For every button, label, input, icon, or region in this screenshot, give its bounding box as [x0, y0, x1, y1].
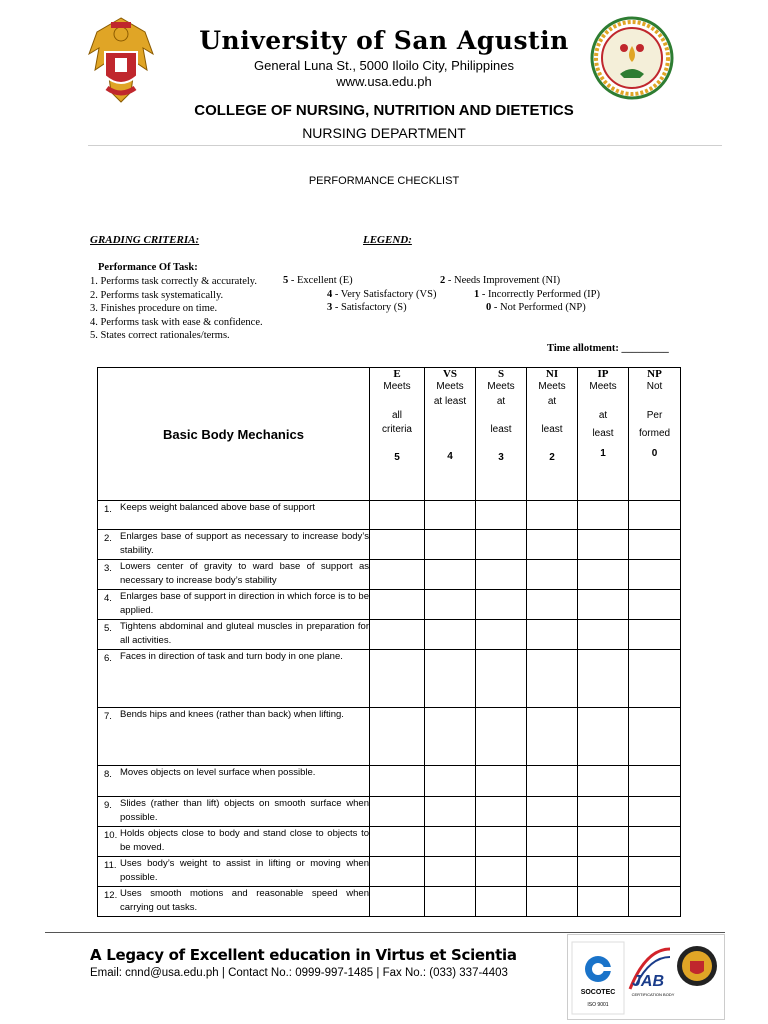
legend-item: 1 - Incorrectly Performed (IP) [474, 289, 600, 300]
task-item: 7. Bends hips and knees (rather than back) when lifting. [98, 708, 370, 766]
score-cell[interactable] [476, 560, 527, 590]
task-item: 5. Tightens abdominal and gluteal muscles in preparation for all activities. [98, 620, 370, 650]
score-cell[interactable] [629, 887, 681, 917]
legend-item: 4 - Very Satisfactory (VS) [327, 289, 437, 300]
performance-of-task-label: Performance Of Task: [98, 262, 198, 273]
score-cell[interactable] [476, 857, 527, 887]
task-item: 8. Moves objects on level surface when possible. [98, 766, 370, 797]
legend-item: 0 - Not Performed (NP) [486, 302, 586, 313]
score-cell[interactable] [629, 827, 681, 857]
score-cell[interactable] [629, 530, 681, 560]
column-header-ni: NI Meets at least 2 [527, 368, 578, 501]
score-cell[interactable] [629, 501, 681, 530]
fax-number: (033) 337-4403 [429, 967, 508, 979]
table-row [98, 650, 681, 708]
score-cell[interactable] [425, 560, 476, 590]
score-cell[interactable] [425, 797, 476, 827]
score-cell[interactable] [476, 650, 527, 708]
score-cell[interactable] [527, 797, 578, 827]
score-cell[interactable] [425, 590, 476, 620]
department-name: NURSING DEPARTMENT [302, 125, 466, 141]
table-row [98, 887, 681, 917]
task-item: 9. Slides (rather than lift) objects on smooth surface when possible. [98, 797, 370, 827]
table-row [98, 620, 681, 650]
score-cell[interactable] [370, 887, 425, 917]
footer-divider [45, 932, 725, 933]
score-cell[interactable] [527, 620, 578, 650]
score-cell[interactable] [370, 797, 425, 827]
score-cell[interactable] [425, 766, 476, 797]
task-item: 6. Faces in direction of task and turn body in one plane. [98, 650, 370, 708]
score-cell[interactable] [370, 560, 425, 590]
task-item: 11. Uses body’s weight to assist in lifting or moving when possible. [98, 857, 370, 887]
score-cell[interactable] [527, 827, 578, 857]
score-cell[interactable] [476, 501, 527, 530]
score-cell[interactable] [476, 620, 527, 650]
score-cell[interactable] [578, 620, 629, 650]
legend-item: 2 - Needs Improvement (NI) [440, 275, 561, 286]
phone-number: 0999-997-1485 [295, 967, 374, 979]
email-link[interactable]: cnnd@usa.edu.ph [125, 967, 219, 979]
score-cell[interactable] [370, 530, 425, 560]
footer-tagline: A Legacy of Excellent education in Virtus et Scientia [90, 946, 517, 964]
socotec-label: SOCOTEC [580, 989, 616, 996]
score-cell[interactable] [425, 530, 476, 560]
table-row [98, 766, 681, 797]
university-name: University of San Agustin [199, 26, 569, 55]
task-item: 10. Holds objects close to body and stand close to objects to be moved. [98, 827, 370, 857]
score-cell[interactable] [527, 590, 578, 620]
score-cell[interactable] [425, 620, 476, 650]
score-cell[interactable] [578, 530, 629, 560]
score-cell[interactable] [527, 887, 578, 917]
score-cell[interactable] [527, 560, 578, 590]
score-cell[interactable] [629, 857, 681, 887]
score-cell[interactable] [578, 887, 629, 917]
score-cell[interactable] [425, 650, 476, 708]
footer-contact: Email: cnnd@usa.edu.ph | Contact No.: 0999-997-1485 | Fax No.: (033) 337-4403 [90, 967, 508, 979]
score-cell[interactable] [578, 650, 629, 708]
criteria-item: 3. Finishes procedure on time. [90, 303, 218, 314]
score-cell[interactable] [578, 766, 629, 797]
criteria-list [90, 275, 290, 343]
criteria-item: 5. States correct rationales/terms. [90, 330, 230, 341]
score-cell[interactable] [578, 590, 629, 620]
task-item: 12. Uses smooth motions and reasonable speed when carrying out tasks. [98, 887, 370, 917]
score-cell[interactable] [476, 797, 527, 827]
score-cell[interactable] [370, 590, 425, 620]
score-cell[interactable] [578, 857, 629, 887]
score-cell[interactable] [425, 708, 476, 766]
document-title: PERFORMANCE CHECKLIST [308, 175, 460, 187]
table-header-row [98, 368, 681, 501]
checklist-table [97, 367, 681, 917]
column-header-e: E Meets all criteria 5 [370, 368, 425, 501]
criteria-item: 4. Performs task with ease & confidence. [90, 316, 263, 328]
table-row [98, 560, 681, 590]
task-item: 4. Enlarges base of support in direction in which force is to be applied. [98, 590, 370, 620]
task-title: Basic Body Mechanics [98, 368, 370, 501]
grading-criteria-label: GRADING CRITERIA: [90, 234, 200, 246]
score-cell[interactable] [578, 797, 629, 827]
score-cell[interactable] [527, 530, 578, 560]
score-cell[interactable] [527, 857, 578, 887]
column-header-s: S Meets at least 3 [476, 368, 527, 501]
score-cell[interactable] [476, 887, 527, 917]
table-row [98, 530, 681, 560]
score-cell[interactable] [370, 827, 425, 857]
score-cell[interactable] [425, 857, 476, 887]
time-allotment: Time allotment: _________ [547, 343, 669, 354]
score-cell[interactable] [370, 620, 425, 650]
certification-logos [567, 934, 725, 1020]
university-website: www.usa.edu.ph [336, 74, 432, 89]
score-cell[interactable] [425, 887, 476, 917]
score-cell[interactable] [629, 797, 681, 827]
header-divider [88, 145, 722, 146]
score-cell[interactable] [527, 708, 578, 766]
jab-label: JAB [632, 973, 665, 990]
score-cell[interactable] [370, 708, 425, 766]
legend-item: 5 - Excellent (E) [283, 275, 353, 286]
score-cell[interactable] [476, 590, 527, 620]
task-item: 3. Lowers center of gravity to ward base of support as necessary to increase body’s stability [98, 560, 370, 590]
legend-label: LEGEND: [363, 234, 412, 246]
score-cell[interactable] [370, 650, 425, 708]
college-name: COLLEGE OF NURSING, NUTRITION AND DIETETICS [194, 102, 574, 119]
table-row [98, 797, 681, 827]
score-cell[interactable] [476, 708, 527, 766]
score-cell[interactable] [527, 650, 578, 708]
table-row [98, 590, 681, 620]
jab-sublabel: CERTIFICATION BODY [631, 992, 675, 997]
criteria-item: 2. Performs task systematically. [90, 289, 224, 301]
score-cell[interactable] [629, 560, 681, 590]
score-cell[interactable] [578, 560, 629, 590]
score-cell[interactable] [370, 766, 425, 797]
score-cell[interactable] [425, 501, 476, 530]
score-cell[interactable] [578, 501, 629, 530]
score-cell[interactable] [629, 650, 681, 708]
score-cell[interactable] [527, 766, 578, 797]
table-row [98, 827, 681, 857]
criteria-item: 1. Performs task correctly & accurately. [90, 276, 257, 287]
college-seal-logo [590, 16, 674, 100]
column-header-np: NP Not Per formed 0 [629, 368, 681, 501]
university-seal-small-logo [676, 945, 718, 987]
iso-label: ISO 9001 [587, 1002, 609, 1008]
score-cell[interactable] [476, 530, 527, 560]
score-cell[interactable] [527, 501, 578, 530]
score-cell[interactable] [370, 501, 425, 530]
score-cell[interactable] [370, 857, 425, 887]
task-item: 2. Enlarges base of support as necessary to increase body’s stability. [98, 530, 370, 560]
table-row [98, 501, 681, 530]
score-cell[interactable] [425, 827, 476, 857]
score-cell[interactable] [578, 708, 629, 766]
table-row [98, 857, 681, 887]
university-address: General Luna St., 5000 Iloilo City, Philippines [254, 58, 514, 73]
legend-item: 3 - Satisfactory (S) [327, 302, 407, 313]
score-cell[interactable] [629, 766, 681, 797]
score-cell[interactable] [578, 827, 629, 857]
score-cell[interactable] [629, 590, 681, 620]
score-cell[interactable] [629, 620, 681, 650]
score-cell[interactable] [629, 708, 681, 766]
column-header-ip: IP Meets at least 1 [578, 368, 629, 501]
score-cell[interactable] [476, 827, 527, 857]
task-item: 1. Keeps weight balanced above base of support [98, 501, 370, 530]
column-header-vs: VS Meets at least 4 [425, 368, 476, 501]
table-row [98, 708, 681, 766]
score-cell[interactable] [476, 766, 527, 797]
